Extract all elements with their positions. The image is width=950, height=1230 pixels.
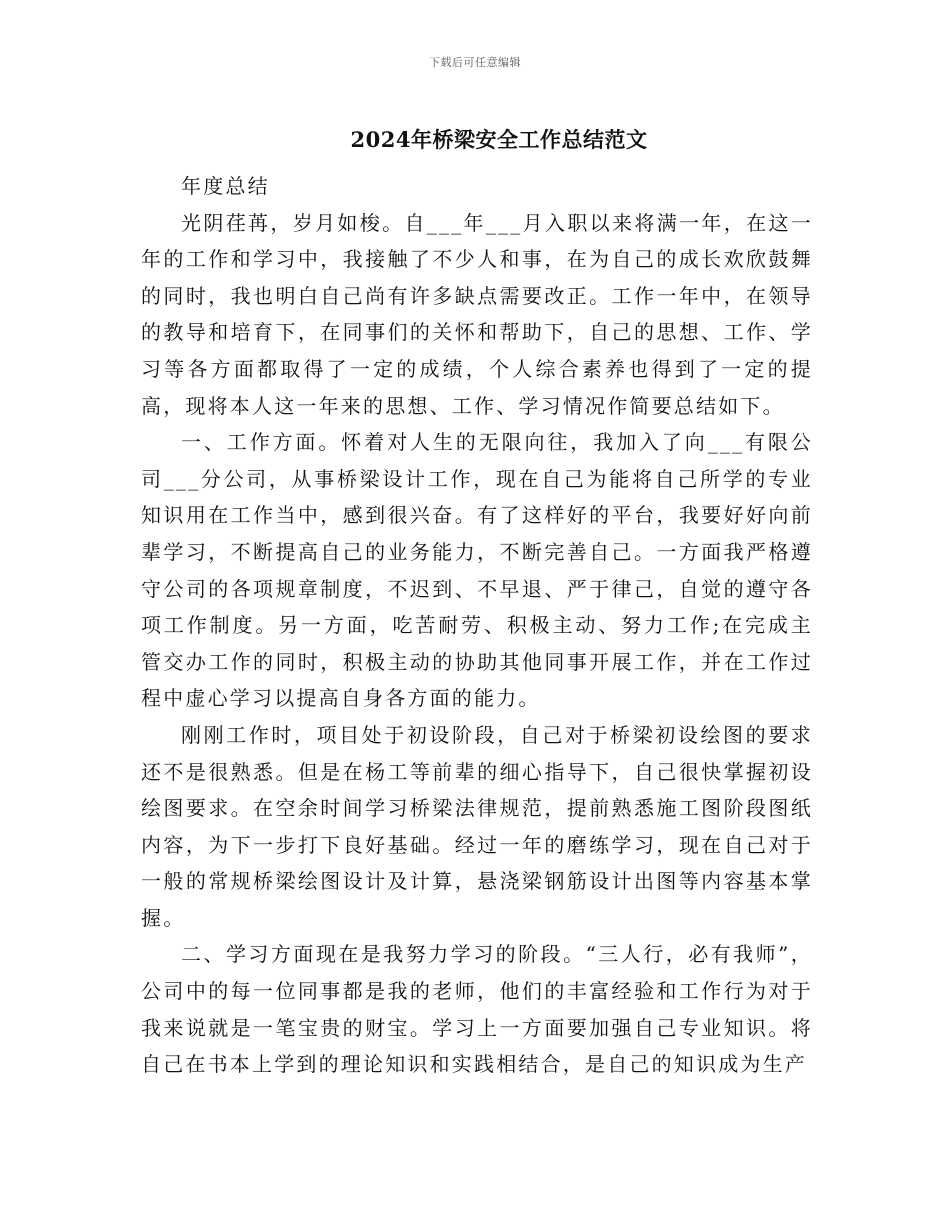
- document-body: [141, 168, 813, 1083]
- section-label: 年度总结: [181, 174, 270, 198]
- paragraph: 光阴荏苒，岁月如梭。自___年___月入职以来将满一年，在这一年的工作和学习中，我接触了不少人和事，在为自己的成长欢欣鼓舞的同时，我也明白自己尚有许多缺点需要改正。工作一年中，在领导的教导和培育下，在同事们的关怀和帮助下，自己的思想、工作、学习等各方面都取得了一定的成绩，个人综合素养也得到了一定的提高，现将本人这一年来的思想、工作、学习情况作简要总结如下。: [141, 210, 813, 418]
- paragraph: 刚刚工作时，项目处于初设阶段，自己对于桥梁初设绘图的要求还不是很熟悉。但是在杨工等前辈的细心指导下，自己很快掌握初设绘图要求。在空余时间学习桥梁法律规范，提前熟悉施工图阶段图纸内容，为下一步打下良好基础。经过一年的磨练学习，现在自己对于一般的常规桥梁绘图设计及计算，悬浇梁钢筋设计出图等内容基本掌握。: [141, 722, 813, 930]
- document-title: 2024年桥梁安全工作总结范文: [350, 127, 648, 152]
- paragraph: 一、工作方面。怀着对人生的无限向往，我加入了向___有限公司___分公司，从事桥梁设计工作，现在自己为能将自己所学的专业知识用在工作当中，感到很兴奋。有了这样好的平台，我要好好向前辈学习，不断提高自己的业务能力，不断完善自己。一方面我严格遵守公司的各项规章制度，不迟到、不早退、严于律己，自觉的遵守各项工作制度。另一方面，吃苦耐劳、积极主动、努力工作;在完成主管交办工作的同时，积极主动的协助其他同事开展工作，并在工作过程中虚心学习以提高自身各方面的能力。: [141, 430, 813, 711]
- header-note: 下载后可任意编辑: [429, 56, 521, 69]
- paragraph: 二、学习方面现在是我努力学习的阶段。“三人行，必有我师”，公司中的每一位同事都是我的老师，他们的丰富经验和工作行为对于我来说就是一笔宝贵的财宝。学习上一方面要加强自己专业知识。将自己在书本上学到的理论知识和实践相结合，是自己的知识成为生产: [141, 942, 813, 1077]
